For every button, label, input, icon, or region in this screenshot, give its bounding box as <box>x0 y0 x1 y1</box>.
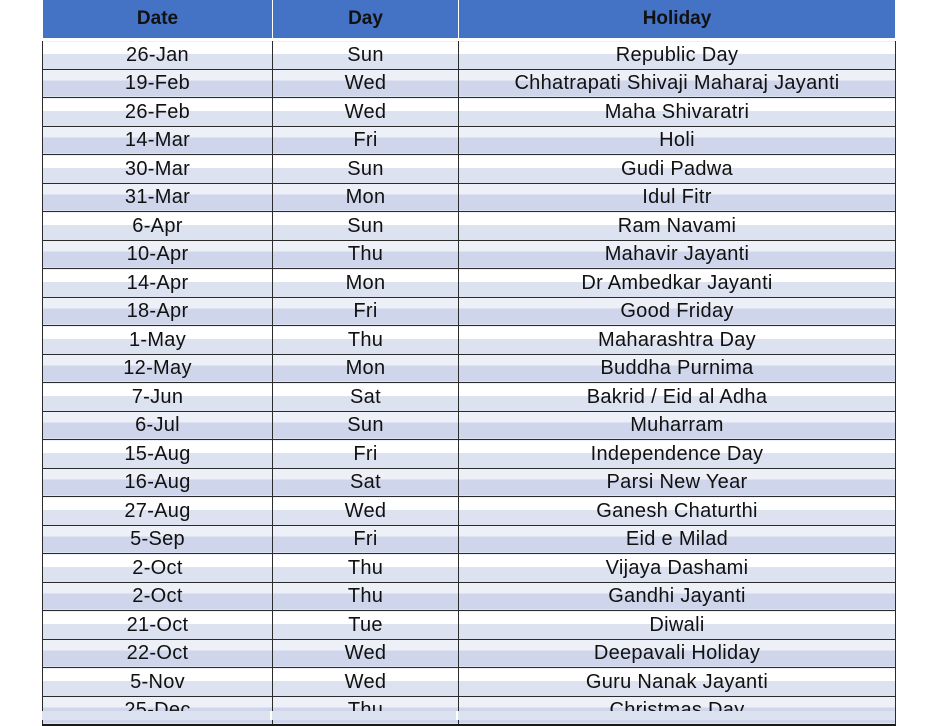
strip-cell-day <box>272 711 458 720</box>
day-cell[interactable]: Mon <box>273 183 459 212</box>
holiday-cell[interactable]: Independence Day <box>459 440 896 469</box>
day-cell[interactable]: Fri <box>273 525 459 554</box>
day-cell[interactable]: Sun <box>273 155 459 184</box>
holiday-cell[interactable]: Chhatrapati Shivaji Maharaj Jayanti <box>459 69 896 98</box>
table-row <box>43 297 896 326</box>
table-row <box>43 411 896 440</box>
table-row <box>43 269 896 298</box>
day-cell[interactable]: Thu <box>273 326 459 355</box>
day-cell[interactable]: Sun <box>273 40 459 70</box>
holiday-table <box>42 0 896 726</box>
date-cell[interactable]: 31-Mar <box>43 183 273 212</box>
date-cell[interactable]: 30-Mar <box>43 155 273 184</box>
table-row <box>43 497 896 526</box>
table-row <box>43 326 896 355</box>
table-row <box>43 440 896 469</box>
date-cell[interactable]: 6-Jul <box>43 411 273 440</box>
table-body <box>43 40 896 726</box>
day-cell[interactable]: Thu <box>273 582 459 611</box>
date-cell[interactable]: 26-Feb <box>43 98 273 127</box>
date-cell[interactable]: 27-Aug <box>43 497 273 526</box>
date-cell[interactable]: 14-Apr <box>43 269 273 298</box>
date-cell[interactable]: 21-Oct <box>43 611 273 640</box>
holiday-column-header[interactable]: Holiday <box>459 0 896 40</box>
table-row <box>43 383 896 412</box>
table-row <box>43 183 896 212</box>
strip-cell-date <box>42 711 272 720</box>
day-cell[interactable]: Mon <box>273 354 459 383</box>
holiday-cell[interactable]: Bakrid / Eid al Adha <box>459 383 896 412</box>
day-cell[interactable]: Sun <box>273 212 459 241</box>
day-cell[interactable]: Fri <box>273 126 459 155</box>
date-cell[interactable]: 26-Jan <box>43 40 273 70</box>
holiday-cell[interactable]: Vijaya Dashami <box>459 554 896 583</box>
table-row <box>43 525 896 554</box>
day-column-header[interactable]: Day <box>273 0 459 40</box>
table-row <box>43 69 896 98</box>
day-cell[interactable]: Fri <box>273 440 459 469</box>
date-cell[interactable]: 5-Sep <box>43 525 273 554</box>
table-row <box>43 468 896 497</box>
day-cell[interactable]: Wed <box>273 69 459 98</box>
holiday-cell[interactable]: Gandhi Jayanti <box>459 582 896 611</box>
holiday-cell[interactable]: Diwali <box>459 611 896 640</box>
table-row <box>43 98 896 127</box>
holiday-cell[interactable]: Guru Nanak Jayanti <box>459 668 896 697</box>
day-cell[interactable]: Sat <box>273 383 459 412</box>
holiday-cell[interactable]: Deepavali Holiday <box>459 639 896 668</box>
day-cell[interactable]: Mon <box>273 269 459 298</box>
date-cell[interactable]: 12-May <box>43 354 273 383</box>
day-cell[interactable]: Tue <box>273 611 459 640</box>
table-row <box>43 582 896 611</box>
date-cell[interactable]: 22-Oct <box>43 639 273 668</box>
holiday-cell[interactable]: Muharram <box>459 411 896 440</box>
table-row <box>43 668 896 697</box>
holiday-cell[interactable]: Maharashtra Day <box>459 326 896 355</box>
holiday-cell[interactable]: Holi <box>459 126 896 155</box>
date-cell[interactable]: 1-May <box>43 326 273 355</box>
table-row <box>43 40 896 70</box>
holiday-cell[interactable]: Maha Shivaratri <box>459 98 896 127</box>
date-cell[interactable]: 18-Apr <box>43 297 273 326</box>
holiday-cell[interactable]: Mahavir Jayanti <box>459 240 896 269</box>
header-row <box>43 0 896 40</box>
table-row <box>43 639 896 668</box>
table-row <box>43 212 896 241</box>
table-row <box>43 611 896 640</box>
day-cell[interactable]: Wed <box>273 98 459 127</box>
table-row <box>43 554 896 583</box>
table-row <box>43 240 896 269</box>
date-cell[interactable]: 5-Nov <box>43 668 273 697</box>
holiday-cell[interactable]: Parsi New Year <box>459 468 896 497</box>
day-cell[interactable]: Sun <box>273 411 459 440</box>
holiday-cell[interactable]: Idul Fitr <box>459 183 896 212</box>
day-cell[interactable]: Thu <box>273 240 459 269</box>
holiday-cell[interactable]: Buddha Purnima <box>459 354 896 383</box>
table-row <box>43 126 896 155</box>
day-cell[interactable]: Thu <box>273 554 459 583</box>
day-cell[interactable]: Wed <box>273 639 459 668</box>
date-cell[interactable]: 14-Mar <box>43 126 273 155</box>
holiday-cell[interactable]: Good Friday <box>459 297 896 326</box>
holiday-cell[interactable]: Eid e Milad <box>459 525 896 554</box>
day-cell[interactable]: Wed <box>273 668 459 697</box>
holiday-cell[interactable]: Republic Day <box>459 40 896 70</box>
day-cell[interactable]: Wed <box>273 497 459 526</box>
table-row <box>43 155 896 184</box>
date-cell[interactable]: 10-Apr <box>43 240 273 269</box>
next-row-strip <box>42 711 895 720</box>
table-header <box>43 0 896 40</box>
date-cell[interactable]: 2-Oct <box>43 582 273 611</box>
date-column-header[interactable]: Date <box>43 0 273 40</box>
date-cell[interactable]: 7-Jun <box>43 383 273 412</box>
day-cell[interactable]: Sat <box>273 468 459 497</box>
holiday-cell[interactable]: Dr Ambedkar Jayanti <box>459 269 896 298</box>
date-cell[interactable]: 15-Aug <box>43 440 273 469</box>
holiday-sheet <box>42 0 895 720</box>
table-row <box>43 354 896 383</box>
holiday-cell[interactable]: Gudi Padwa <box>459 155 896 184</box>
date-cell[interactable]: 2-Oct <box>43 554 273 583</box>
strip-cell-holiday <box>458 711 895 720</box>
day-cell[interactable]: Fri <box>273 297 459 326</box>
date-cell[interactable]: 16-Aug <box>43 468 273 497</box>
date-cell[interactable]: 19-Feb <box>43 69 273 98</box>
holiday-cell[interactable]: Ganesh Chaturthi <box>459 497 896 526</box>
date-cell[interactable]: 6-Apr <box>43 212 273 241</box>
holiday-cell[interactable]: Ram Navami <box>459 212 896 241</box>
